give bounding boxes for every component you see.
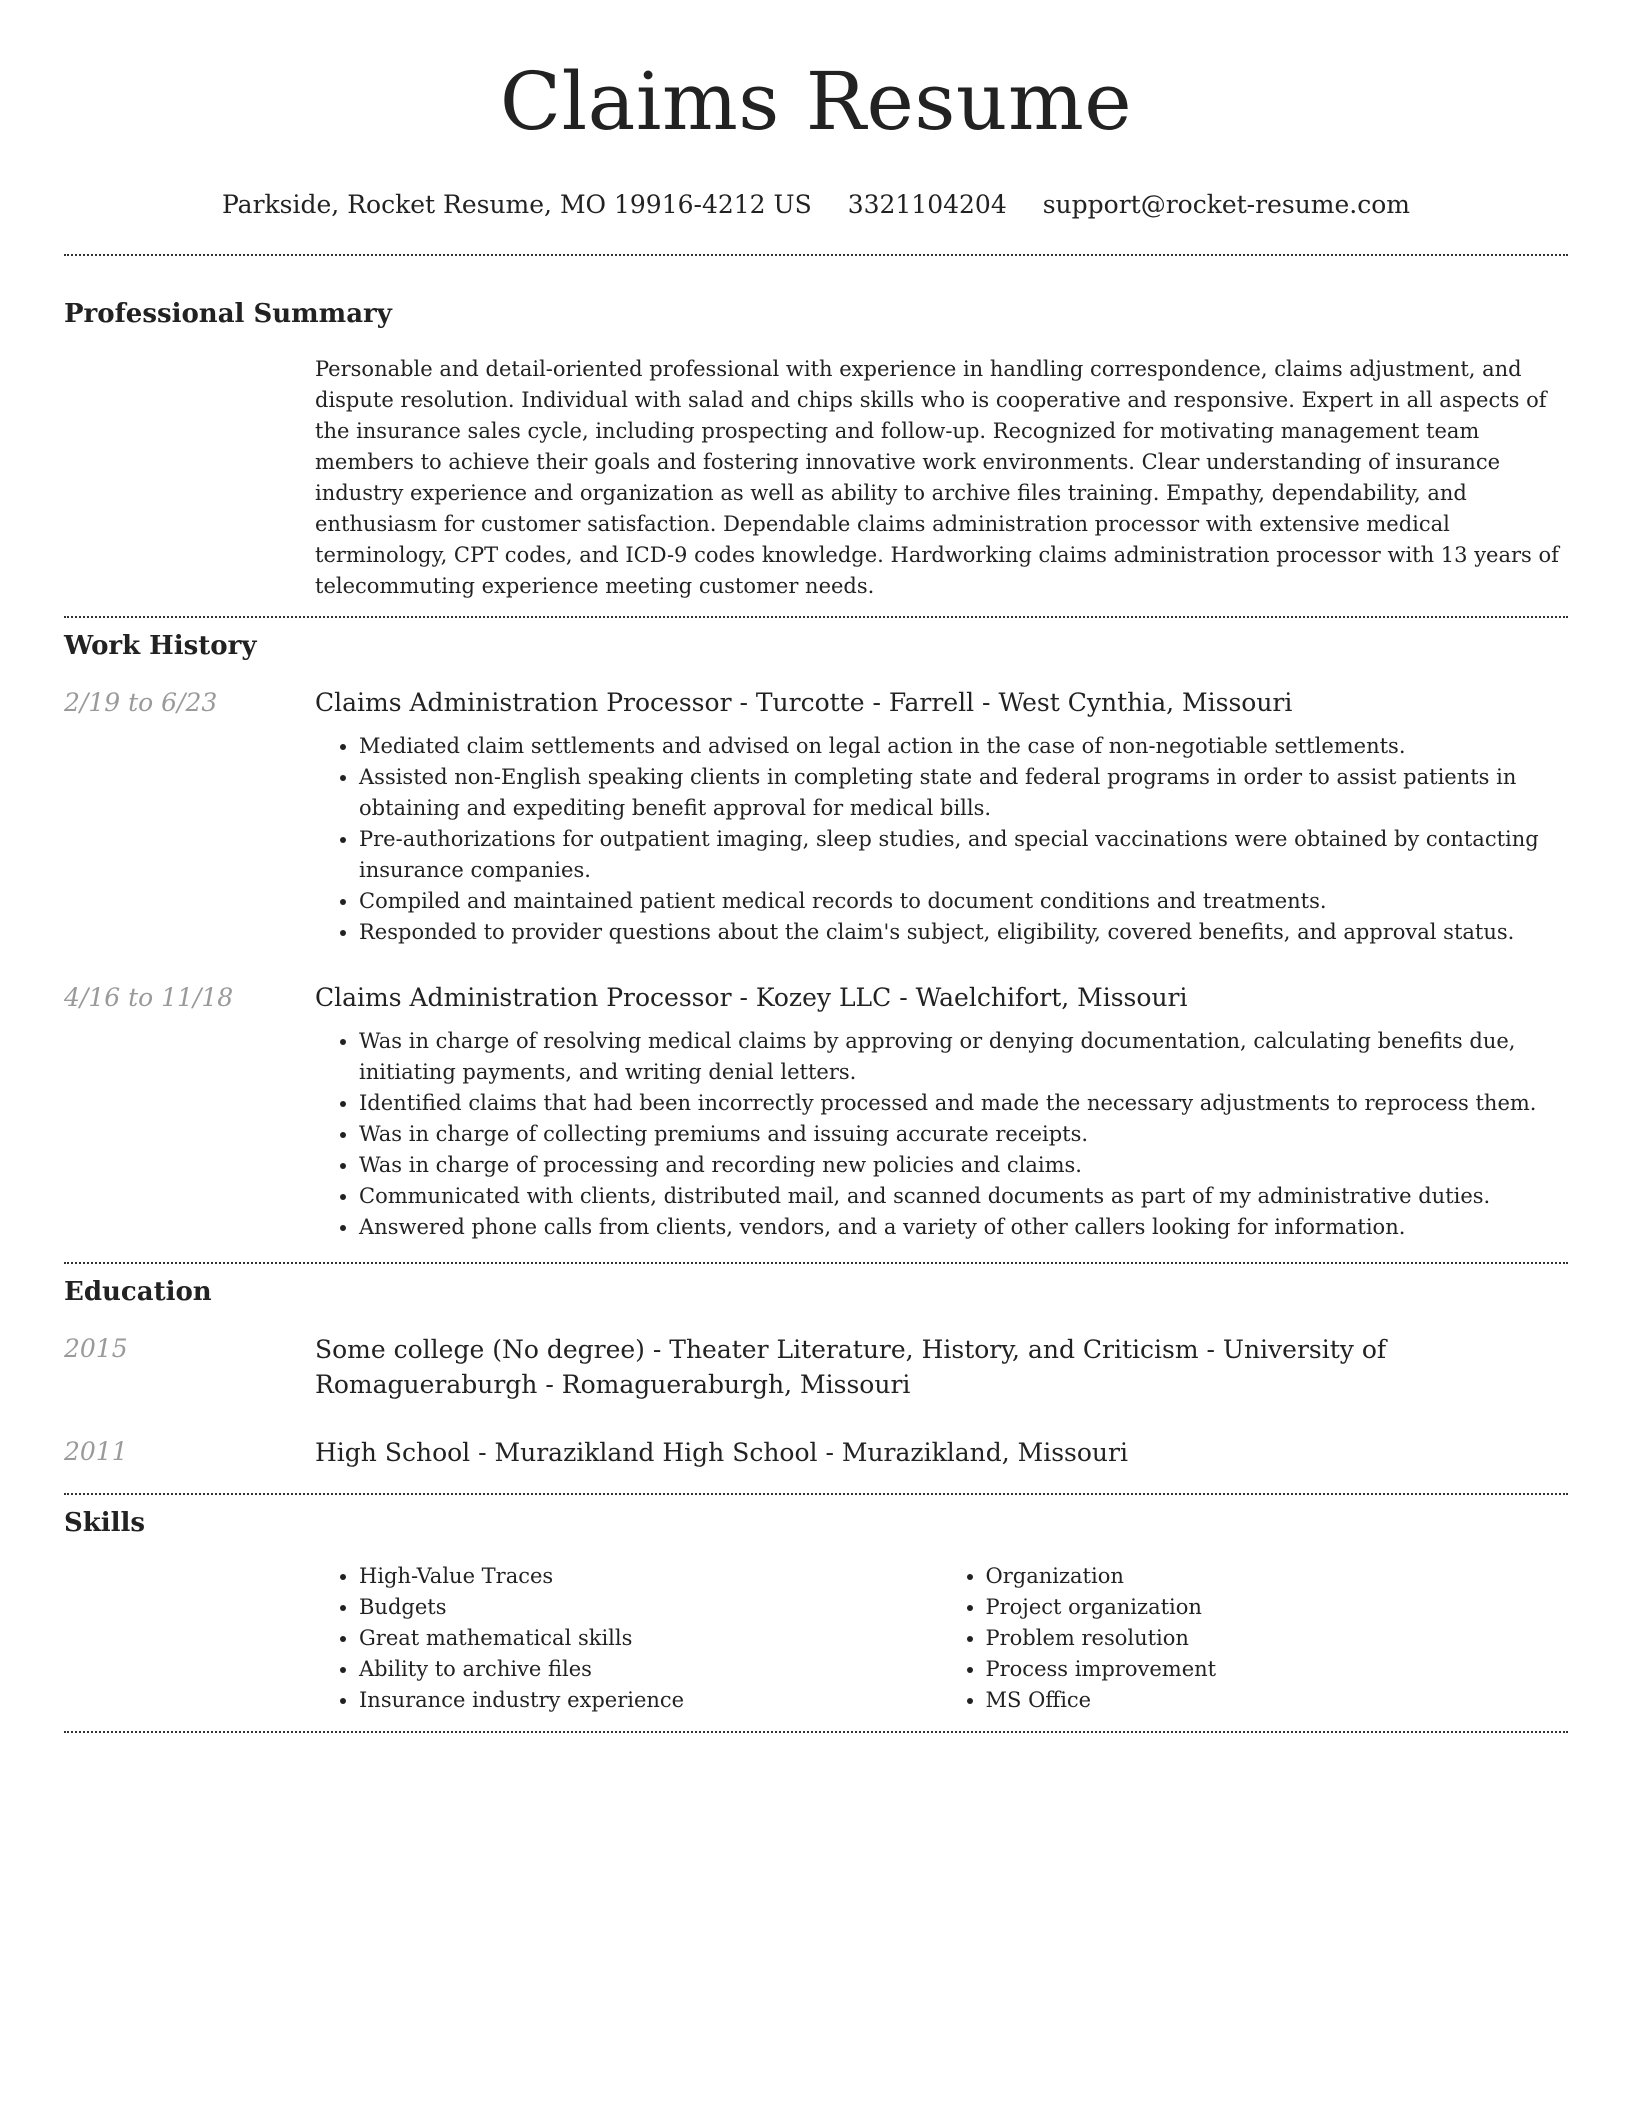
education-heading: High School - Murazikland High School - Murazikland, Missouri <box>315 1438 1128 1467</box>
job-dates: 4/16 to 11/18 <box>64 983 234 1012</box>
education-entry <box>64 1332 1568 1402</box>
contact-address: Parkside, Rocket Resume, MO 19916-4212 US <box>221 190 812 219</box>
skill-item: • Great mathematical skills <box>359 1623 942 1654</box>
job-bullet: • Assisted non-English speaking clients in completing state and federal programs in order to assist patients in obtaining and expediting benefit approval for medical bills. <box>359 762 1568 824</box>
summary-section <box>64 298 1568 602</box>
skills-section <box>64 1507 1568 1716</box>
education-year: 2015 <box>64 1334 128 1363</box>
header-divider <box>64 254 1568 256</box>
resume-name: Claims Resume <box>499 55 1133 148</box>
job-bullet: • Answered phone calls from clients, vendors, and a variety of other callers looking for information. <box>359 1212 1568 1243</box>
contact-phone: 3321104204 <box>847 190 1007 219</box>
skill-item: • Problem resolution <box>986 1623 1569 1654</box>
job-bullet: • Was in charge of collecting premiums and issuing accurate receipts. <box>359 1119 1568 1150</box>
job-bullet: • Compiled and maintained patient medical records to document conditions and treatments. <box>359 886 1568 917</box>
job-bullet: • Responded to provider questions about the claim's subject, eligibility, covered benefits, and approval status. <box>359 917 1568 948</box>
skills-list-left <box>315 1561 942 1716</box>
skill-item: • Ability to archive files <box>359 1654 942 1685</box>
job-bullet: • Communicated with clients, distributed mail, and scanned documents as part of my administrative duties. <box>359 1181 1568 1212</box>
skills-title: Skills <box>64 1508 146 1538</box>
job-bullet: • Was in charge of processing and recording new policies and claims. <box>359 1150 1568 1181</box>
education-details <box>315 1435 1568 1470</box>
education-divider <box>64 1493 1568 1495</box>
summary-divider <box>64 616 1568 618</box>
skills-divider <box>64 1731 1568 1733</box>
skill-item: • MS Office <box>986 1685 1569 1716</box>
contact-line <box>64 190 1568 220</box>
skills-list-right <box>942 1561 1569 1716</box>
job-bullets <box>315 731 1568 948</box>
job-details <box>315 686 1568 948</box>
summary-title: Professional Summary <box>64 299 392 329</box>
skill-item: • Project organization <box>986 1592 1569 1623</box>
work-divider <box>64 1262 1568 1264</box>
job-heading: Claims Administration Processor - Turcotte - Farrell - West Cynthia, Missouri <box>315 688 1293 717</box>
job-bullets <box>315 1026 1568 1243</box>
skill-item: • Insurance industry experience <box>359 1685 942 1716</box>
education-title: Education <box>64 1277 212 1307</box>
job-entry <box>64 981 1568 1262</box>
job-heading: Claims Administration Processor - Kozey LLC - Waelchifort, Missouri <box>315 983 1188 1012</box>
skill-item: • Process improvement <box>986 1654 1569 1685</box>
education-heading: Some college (No degree) - Theater Literature, History, and Criticism - University of Romagueraburgh - Romagueraburgh, Missouri <box>315 1335 1387 1399</box>
skills-columns <box>315 1561 1568 1716</box>
education-year: 2011 <box>64 1437 128 1466</box>
job-entry <box>64 686 1568 948</box>
job-details <box>315 981 1568 1262</box>
job-bullet: • Was in charge of resolving medical claims by approving or denying documentation, calculating benefits due, initiating payments, and writing denial letters. <box>359 1026 1568 1088</box>
education-section <box>64 1276 1568 1470</box>
contact-email: support@rocket-resume.com <box>1042 190 1411 219</box>
work-section <box>64 630 1568 1262</box>
job-dates: 2/19 to 6/23 <box>64 688 218 717</box>
education-details <box>315 1332 1568 1402</box>
skill-item: • High-Value Traces <box>359 1561 942 1592</box>
job-bullet: • Pre-authorizations for outpatient imaging, sleep studies, and special vaccinations were obtained by contacting insurance companies. <box>359 824 1568 886</box>
job-bullet: • Identified claims that had been incorrectly processed and made the necessary adjustments to reprocess them. <box>359 1088 1568 1119</box>
work-title: Work History <box>64 631 257 661</box>
summary-text: Personable and detail-oriented professional with experience in handling correspondence, claims adjustment, and dispute resolution. Individual with salad and chips skills who is cooperative and responsive. Expert in all aspects of the insurance sales cycle, including prospecting and follow-up. Recognized for motivating management team members to achieve their goals and fostering innovative work environments. Clear understanding of insurance industry experience and organization as well as ability to archive files training. Empathy, dependability, and enthusiasm for customer satisfaction. Dependable claims administration processor with extensive medical terminology, CPT codes, and ICD-9 codes knowledge. Hardworking claims administration processor with 13 years of telecommuting experience meeting customer needs. <box>315 357 1559 598</box>
job-bullet: • Mediated claim settlements and advised on legal action in the case of non-negotiable settlements. <box>359 731 1568 762</box>
skill-item: • Organization <box>986 1561 1569 1592</box>
skill-item: • Budgets <box>359 1592 942 1623</box>
resume-header <box>64 0 1568 220</box>
education-entry <box>64 1435 1568 1470</box>
